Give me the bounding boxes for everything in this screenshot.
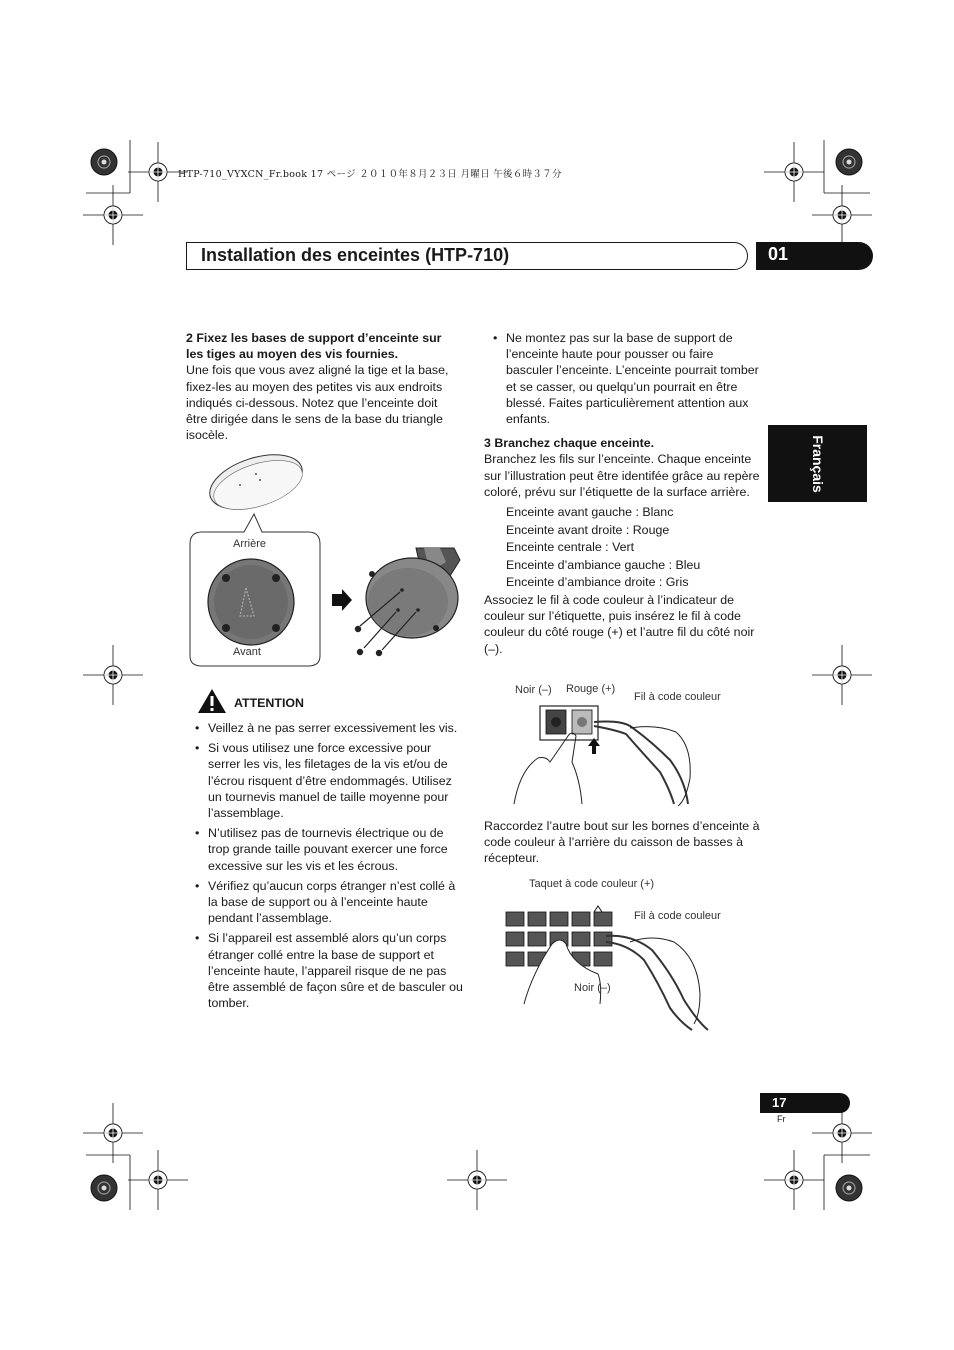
step-3-body: Branchez les fils sur l’enceinte. Chaque enceinte sur l’illustration peut être identifée grâce au repère coloré, prévu sur l’étiquette de la surface arrière.: [484, 452, 760, 499]
page-language: Fr: [777, 1114, 786, 1124]
list-item: • Si vous utilisez une force excessive pour serrer les vis, les filetages de la vis et/ou de l’écrou risquent d’être endommagés. Utilisez un tournevis manuel de taille moyenne pour l’assemblage.: [186, 740, 464, 821]
color-item: Enceinte avant gauche : Blanc: [506, 505, 674, 520]
figure-label-color-wire-2: Fil à code couleur: [634, 910, 721, 922]
stand-assembly-figure: [184, 452, 474, 677]
connect-paragraph: [484, 818, 760, 867]
figure-label-black-2: Noir (–): [574, 982, 611, 994]
page-title: Installation des enceintes (HTP-710): [201, 245, 510, 265]
language-tab: [768, 425, 867, 502]
list-item: • Si l’appareil est assemblé alors qu’un corps étranger collé entre la base de support et l’enceinte haute, l’appareil risque de ne pas être assemblé de façon sûre et de basculer ou tomber.: [186, 930, 464, 1011]
figure-label-color-tab: Taquet à code couleur (+): [529, 878, 655, 890]
color-item: Enceinte centrale : Vert: [506, 540, 635, 555]
page-number-badge: [760, 1093, 850, 1113]
step-2-title: 2 Fixez les bases de support d’enceinte sur les tiges au moyen des vis fournies.: [186, 331, 442, 362]
chapter-badge: [756, 242, 873, 270]
list-item: • Vérifiez qu’aucun corps étranger n’est collé à la base de support ou à l’enceinte haute pendant l’assemblage.: [186, 878, 464, 927]
figure-label-rear: Arrière: [233, 538, 267, 550]
language-label: Français: [809, 434, 826, 493]
right-column: [484, 330, 760, 657]
attention-label: ATTENTION: [234, 696, 304, 710]
speaker-terminal-figure: [510, 700, 710, 810]
color-list: [484, 504, 760, 592]
attention-list: [186, 720, 464, 1015]
page-number: 17: [772, 1095, 787, 1110]
chapter-number: 01: [768, 244, 789, 264]
figure-label-color-wire: Fil à code couleur: [634, 691, 721, 703]
list-item: • Ne montez pas sur la base de support de l’enceinte haute pour pousser ou faire basculer l’enceinte. L’enceinte pourrait tomber et se casser, ou quelqu’un pourrait en être blessé. Faites particulièrement attention aux enfants.: [484, 330, 760, 427]
step-2-body: Une fois que vous avez aligné la tige et la base, fixez-les au moyen des petites vis aux endroits indiqués ci-dessous. Notez que l’enceinte doit être dirigée dans le sens de la base du triangle isocèle.: [186, 363, 449, 443]
section-header: [186, 242, 748, 270]
color-item: Enceinte d’ambiance gauche : Bleu: [506, 557, 701, 572]
associate-text: Associez le fil à code couleur à l’indicateur de couleur sur l’étiquette, puis insérez le fil à code couleur du côté rouge (+) et l’autre fil du côté noir (–).: [484, 593, 755, 656]
list-item: • Veillez à ne pas serrer excessivement les vis.: [186, 720, 464, 736]
figure-label-front: Avant: [233, 646, 261, 658]
step-3-title: 3 Branchez chaque enceinte.: [484, 436, 655, 451]
color-item: Enceinte avant droite : Rouge: [506, 522, 670, 537]
warning-icon: [197, 688, 227, 714]
file-info: HTP-710_VYXCN_Fr.book 17 ページ ２０１０年８月２３日 月曜日 午後６時３７分: [178, 169, 562, 180]
connect-text: Raccordez l’autre bout sur les bornes d’enceinte à code couleur à l’arrière du caisson de basses à récepteur.: [484, 819, 760, 866]
list-item: • N’utilisez pas de tournevis électrique ou de trop grande taille pouvant exercer une force excessive sur les vis et les écrous.: [186, 825, 464, 874]
color-item: Enceinte d’ambiance droite : Gris: [506, 575, 689, 590]
subwoofer-terminal-figure: [502, 904, 712, 1032]
left-column: [186, 330, 462, 443]
figure-label-red: Rouge (+): [566, 683, 616, 695]
figure-label-black: Noir (–): [515, 684, 552, 696]
